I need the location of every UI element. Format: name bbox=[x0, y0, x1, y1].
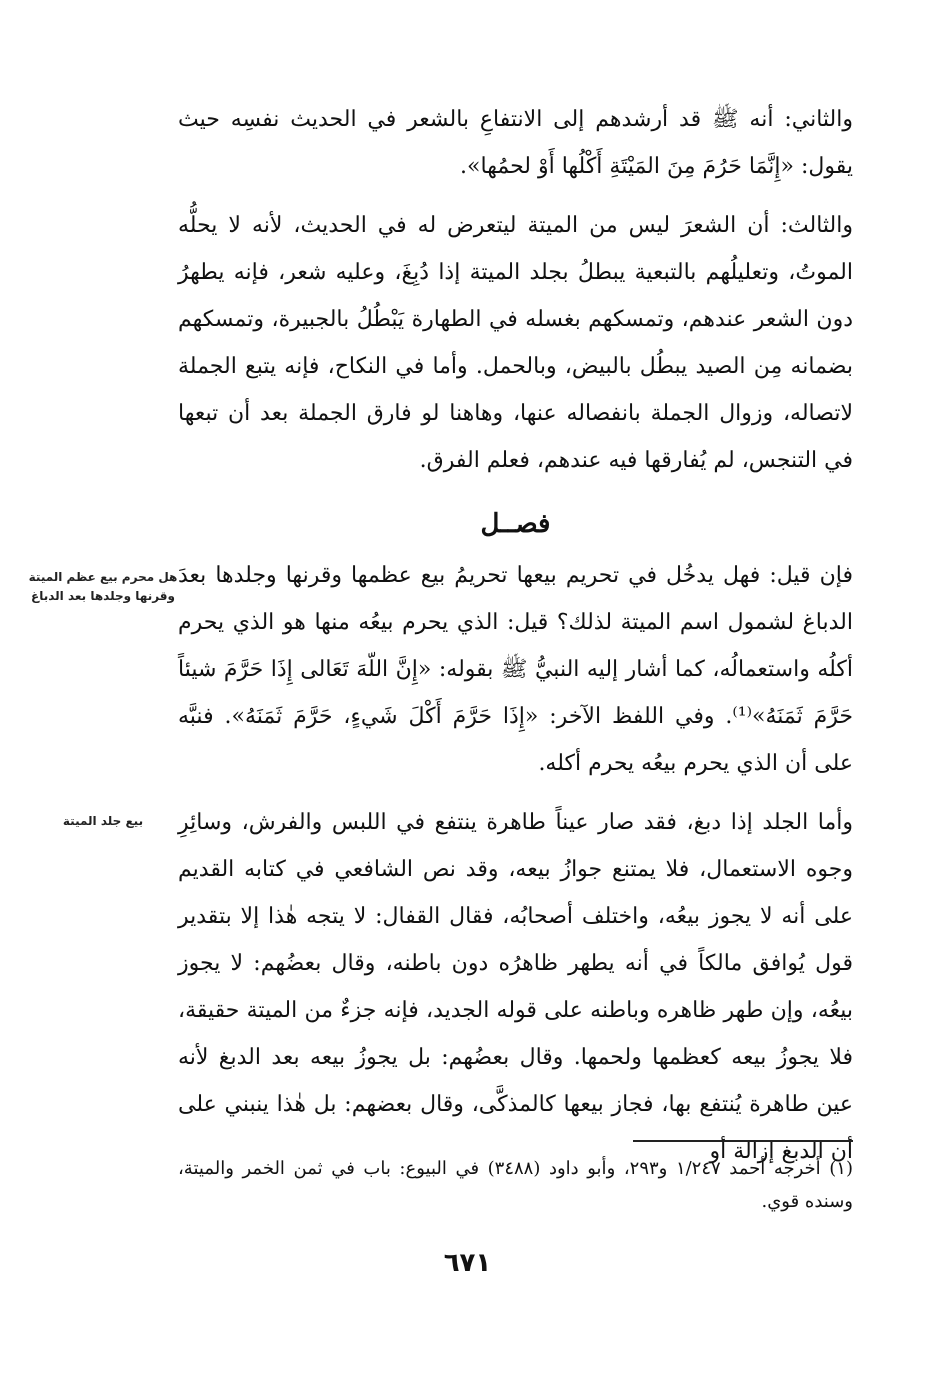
section-heading: فصــل bbox=[480, 509, 551, 539]
main-text-column bbox=[178, 96, 853, 1175]
footnote: (١) أخرجه أحمد ١/٢٤٧ و٢٩٣، وأبو داود (٣٤٨٨) في البيوع: باب في ثمن الخمر والميتة، وسنده قوي. bbox=[178, 1158, 853, 1212]
page-number: ٦٧١ bbox=[443, 1248, 492, 1278]
margin-note-bones-horns: هل محرم بيع عظم الميتة وقرنها وجلدها بعد الدباغ bbox=[28, 570, 178, 603]
paragraph-second-point: والثاني: أنه ﷺ قد أرشدهم إلى الانتفاعِ بالشعر في الحديث نفسِه حيث يقول: «إِنَّمَا حَرُمَ مِنَ المَيْتَةِ أَكْلُها أَوْ لحمُها». bbox=[178, 107, 853, 179]
paragraph-tanned-hide: وأما الجلد إذا دبغ، فقد صار عيناً طاهرة ينتفع في اللبس والفرش، وسائِرِ وجوه الاستعمال، فلا يمتنع جوازُ بيعه، وقد نص الشافعي في كتابه القديم على أنه لا يجوز بيعُه، واختلف أصحابُه، فقال القفال: لا يتجه هٰذا إلا بتقدير قول يُوافق مالكاً في أنه يطهر ظاهرُه دون باطنه، وقال بعضُهم: لا يجوز بيعُه، وإن طهر ظاهره وباطنه على قوله الجديد، فإنه جزءٌ من الميتة حقيقة، فلا يجوزُ بيعه كعظمها ولحمها. وقال بعضُهم: بل يجوزُ بيعه بعد الدبغ لأنه عين طاهرة يُنتفع بها، فجاز بيعها كالمذكَّى، وقال بعضهم: بل هٰذا ينبني على أن الدبغ إزالة أو bbox=[178, 810, 853, 1164]
margin-note-tanned-hide: بيع جلد الميتة bbox=[62, 814, 144, 828]
paragraph-third-point: والثالث: أن الشعرَ ليس من الميتة ليتعرض له في الحديث، لأنه لا يحلُّه الموتُ، وتعليلُهم بالتبعية يبطلُ بجلد الميتة إذا دُبِغَ، وعليه شعر، فإنه يطهرُ دون الشعر عندهم، وتمسكهم بغسله في الطهارة يَبْطُلُ بالجبيرة، وتمسكهم بضمانه مِن الصيد يبطُل بالبيض، وبالحمل. وأما في النكاح، فإنه يتبع الجملة لاتصاله، وزوال الجملة بانفصاله عنها، وهاهنا لو فارق الجملة بعد أن تبعها في التنجس، لم يُفارقها فيه عندهم، فعلم الفرق. bbox=[178, 213, 853, 473]
paragraph-sale-of-bones: فإن قيل: فهل يدخُل في تحريم بيعها تحريمُ بيع عظمها وقرنها وجلدها بعدَ الدباغ لشمول اسم الميتة لذلك؟ قيل: الذي يحرم بيعُه منها هو الذي يحرم أكلُه واستعمالُه، كما أشار إليه النبيُّ ﷺ بقوله: «إِنَّ اللّهَ تَعَالى إِذَا حَرَّمَ شيئاً حَرَّمَ ثَمَنَهُ»⁽¹⁾. وفي اللفظ الآخر: «إِذَا حَرَّمَ أَكْلَ شَيءٍ، حَرَّمَ ثَمَنَهُ». فنبَّه على أن الذي يحرم بيعُه يحرم أكله. bbox=[178, 563, 853, 776]
footnote-separator bbox=[633, 1140, 853, 1142]
